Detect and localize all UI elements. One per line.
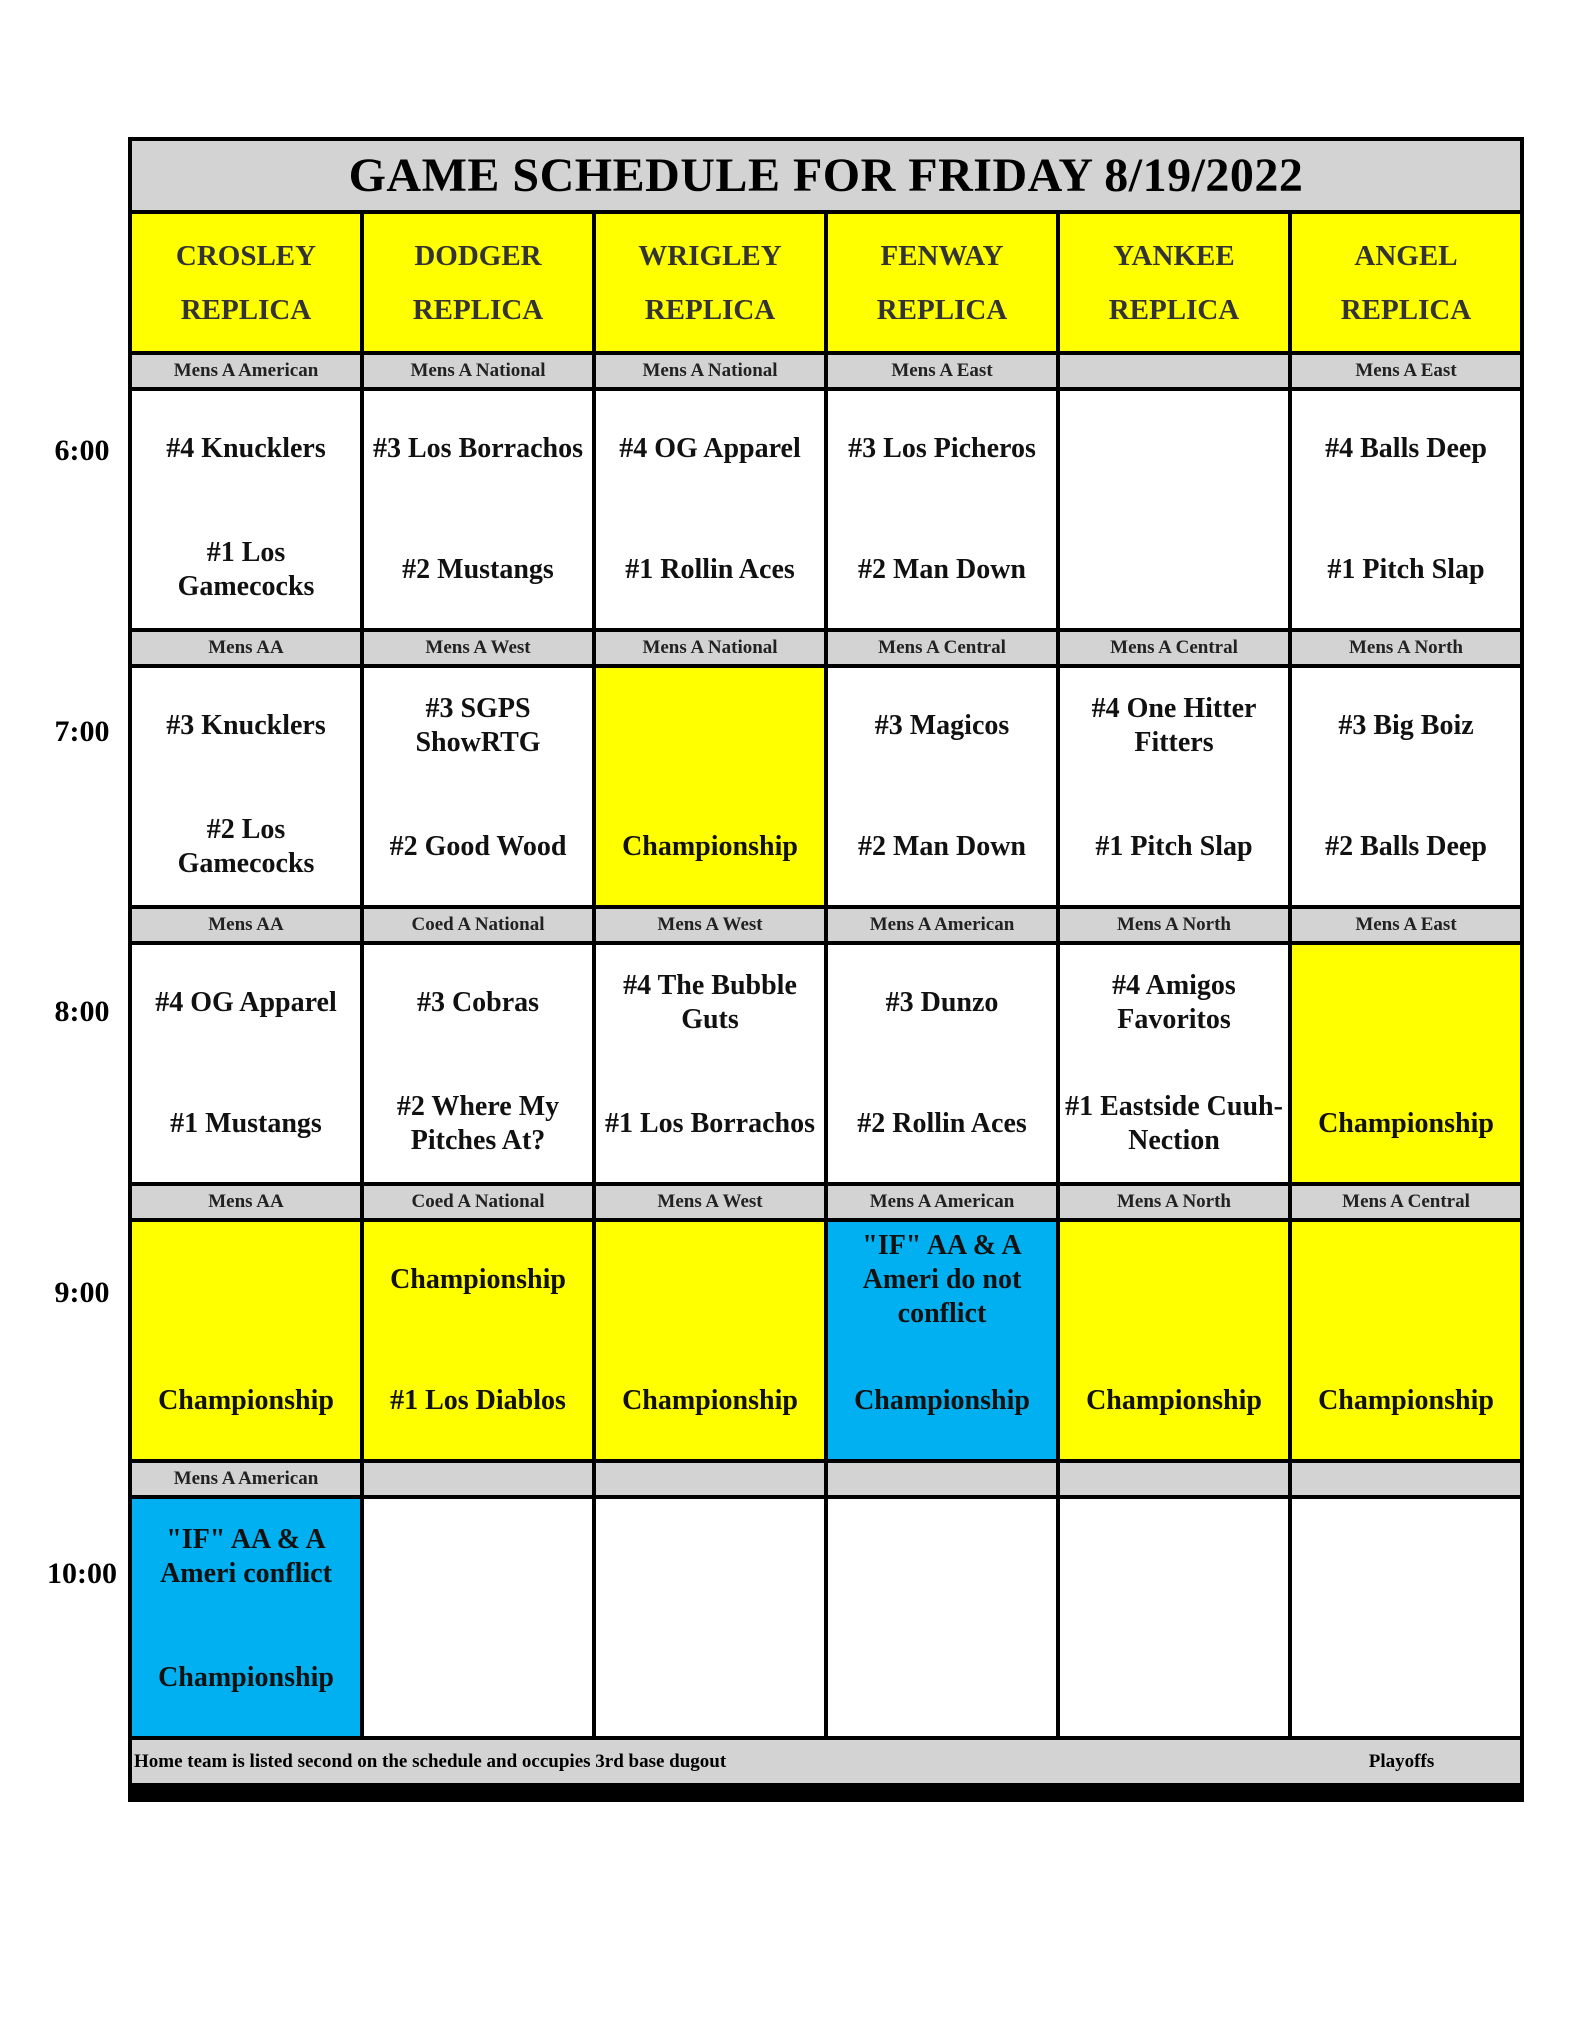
division-label: Mens A North <box>1292 632 1520 664</box>
game-cell <box>596 668 824 905</box>
home-team: Championship <box>1318 1385 1494 1416</box>
division-label: Mens AA <box>132 1186 360 1218</box>
home-team: Championship <box>622 1385 798 1416</box>
game-cell <box>1060 1499 1288 1736</box>
game-cell <box>132 945 360 1182</box>
field-subtitle: REPLICA <box>644 293 776 326</box>
footer-note-bar <box>132 1740 1520 1783</box>
away-team <box>244 1230 248 1330</box>
away-team: #4 OG Apparel <box>619 433 801 464</box>
field-subtitle: REPLICA <box>1108 293 1240 326</box>
away-team: #4 Knucklers <box>166 433 326 464</box>
home-team: #1 Los Diablos <box>390 1385 566 1416</box>
away-team: #3 Los Picheros <box>848 433 1036 464</box>
game-cell <box>596 391 824 628</box>
game-cell <box>1060 391 1288 628</box>
game-cell <box>828 668 1056 905</box>
away-team <box>940 1507 944 1607</box>
division-label: Mens A North <box>1060 1186 1288 1218</box>
home-team: #1 Rollin Aces <box>625 554 795 585</box>
playoffs-label: Playoffs <box>1368 1750 1435 1772</box>
home-team: #2 Man Down <box>857 831 1026 862</box>
time-label: 8:00 <box>54 995 110 1028</box>
field-name: FENWAY <box>880 239 1004 272</box>
game-cell <box>828 1222 1056 1459</box>
home-team: #1 Eastside Cuuh-Nection <box>1065 1091 1283 1156</box>
division-label: Mens AA <box>132 909 360 941</box>
division-label: Mens A East <box>1292 355 1520 387</box>
home-team: #1 Pitch Slap <box>1095 831 1253 862</box>
home-team: #2 Los Gamecocks <box>177 814 315 879</box>
home-team: #2 Balls Deep <box>1325 831 1487 862</box>
home-team <box>1172 1628 1176 1728</box>
away-team: #3 Big Boiz <box>1338 710 1474 741</box>
away-team <box>1172 1507 1176 1607</box>
away-team <box>708 676 712 776</box>
division-label: Mens A American <box>828 1186 1056 1218</box>
field-header <box>828 214 1056 351</box>
field-header <box>132 214 360 351</box>
game-cell <box>1292 668 1520 905</box>
game-cell <box>132 391 360 628</box>
division-label <box>1060 1463 1288 1495</box>
division-label <box>828 1463 1056 1495</box>
division-label: Mens A West <box>596 909 824 941</box>
home-team <box>1172 520 1176 620</box>
home-team: Championship <box>158 1385 334 1416</box>
away-team: #4 The Bubble Guts <box>623 970 797 1035</box>
division-label <box>596 1463 824 1495</box>
division-label: Mens AA <box>132 632 360 664</box>
division-label: Mens A Central <box>828 632 1056 664</box>
field-name: YANKEE <box>1113 239 1235 272</box>
home-team: #1 Pitch Slap <box>1327 554 1485 585</box>
division-label: Coed A National <box>364 909 592 941</box>
away-team: #4 Balls Deep <box>1325 433 1487 464</box>
game-cell <box>1292 391 1520 628</box>
game-cell <box>828 1499 1056 1736</box>
division-label: Coed A National <box>364 1186 592 1218</box>
away-team <box>1404 953 1408 1053</box>
away-team: Championship <box>390 1264 566 1295</box>
game-cell <box>364 391 592 628</box>
away-team: #4 Amigos Favoritos <box>1112 970 1236 1035</box>
field-name: CROSLEY <box>175 239 317 272</box>
division-label: Mens A National <box>596 355 824 387</box>
game-cell <box>1060 1222 1288 1459</box>
field-header <box>596 214 824 351</box>
game-cell <box>596 1222 824 1459</box>
home-team <box>940 1628 944 1728</box>
home-team: #1 Mustangs <box>170 1108 322 1139</box>
home-team: #2 Where My Pitches At? <box>396 1091 560 1156</box>
schedule-table <box>128 137 1524 1802</box>
game-cell <box>364 668 592 905</box>
game-cell <box>364 1499 592 1736</box>
game-cell <box>364 1222 592 1459</box>
away-team <box>1172 1230 1176 1330</box>
time-label: 6:00 <box>54 434 110 467</box>
home-team: Championship <box>1086 1385 1262 1416</box>
page-title: GAME SCHEDULE FOR FRIDAY 8/19/2022 <box>132 141 1520 210</box>
game-cell <box>1060 945 1288 1182</box>
home-team <box>476 1628 480 1728</box>
away-team: #3 Dunzo <box>885 987 999 1018</box>
field-name: ANGEL <box>1354 239 1458 272</box>
field-header <box>1292 214 1520 351</box>
division-label: Mens A North <box>1060 909 1288 941</box>
field-name: WRIGLEY <box>638 239 782 272</box>
division-label: Mens A West <box>596 1186 824 1218</box>
game-cell <box>828 391 1056 628</box>
division-label: Mens A East <box>828 355 1056 387</box>
away-team <box>708 1507 712 1607</box>
away-team: #3 Knucklers <box>166 710 326 741</box>
away-team: #3 Magicos <box>874 710 1010 741</box>
field-subtitle: REPLICA <box>180 293 312 326</box>
division-label: Mens A Central <box>1292 1186 1520 1218</box>
division-label: Mens A Central <box>1060 632 1288 664</box>
away-team: "IF" AA & A Ameri conflict <box>160 1524 332 1589</box>
home-team <box>1404 1628 1408 1728</box>
home-team: Championship <box>1318 1108 1494 1139</box>
away-team <box>708 1230 712 1330</box>
division-label: Mens A American <box>132 1463 360 1495</box>
home-team: #2 Man Down <box>857 554 1026 585</box>
field-name: DODGER <box>414 239 542 272</box>
game-cell <box>364 945 592 1182</box>
home-team: #1 Los Borrachos <box>605 1108 815 1139</box>
away-team: #3 Los Borrachos <box>373 433 583 464</box>
game-cell <box>828 945 1056 1182</box>
time-label: 7:00 <box>54 715 110 748</box>
game-cell <box>596 1499 824 1736</box>
away-team: #4 One Hitter Fitters <box>1091 693 1257 758</box>
division-label: Mens A National <box>596 632 824 664</box>
game-cell <box>596 945 824 1182</box>
division-label: Mens A National <box>364 355 592 387</box>
home-team: #2 Rollin Aces <box>857 1108 1027 1139</box>
game-cell <box>1292 945 1520 1182</box>
game-cell <box>1060 668 1288 905</box>
division-label <box>364 1463 592 1495</box>
away-team <box>1404 1507 1408 1607</box>
division-label: Mens A West <box>364 632 592 664</box>
division-label <box>1060 355 1288 387</box>
away-team <box>1404 1230 1408 1330</box>
game-cell <box>132 1499 360 1736</box>
away-team: #3 SGPS ShowRTG <box>415 693 541 758</box>
away-team <box>1172 399 1176 499</box>
away-team: #3 Cobras <box>416 987 540 1018</box>
away-team <box>476 1507 480 1607</box>
field-header <box>364 214 592 351</box>
field-subtitle: REPLICA <box>412 293 544 326</box>
game-cell <box>1292 1222 1520 1459</box>
game-cell <box>1292 1499 1520 1736</box>
home-team: Championship <box>622 831 798 862</box>
footer-note: Home team is listed second on the schedule and occupies 3rd base dugout <box>134 1750 727 1772</box>
home-team: Championship <box>854 1385 1030 1416</box>
away-team: "IF" AA & A Ameri do not conflict <box>862 1230 1022 1329</box>
division-label: Mens A American <box>828 909 1056 941</box>
division-label <box>1292 1463 1520 1495</box>
home-team: #1 Los Gamecocks <box>177 537 315 602</box>
game-cell <box>132 1222 360 1459</box>
field-subtitle: REPLICA <box>1340 293 1472 326</box>
division-label: Mens A American <box>132 355 360 387</box>
field-subtitle: REPLICA <box>876 293 1008 326</box>
home-team: Championship <box>158 1662 334 1693</box>
away-team: #4 OG Apparel <box>155 987 337 1018</box>
time-label: 9:00 <box>54 1276 110 1309</box>
field-header <box>1060 214 1288 351</box>
home-team <box>708 1628 712 1728</box>
home-team: #2 Mustangs <box>402 554 554 585</box>
game-cell <box>132 668 360 905</box>
division-label: Mens A East <box>1292 909 1520 941</box>
home-team: #2 Good Wood <box>389 831 567 862</box>
time-label: 10:00 <box>47 1557 117 1590</box>
